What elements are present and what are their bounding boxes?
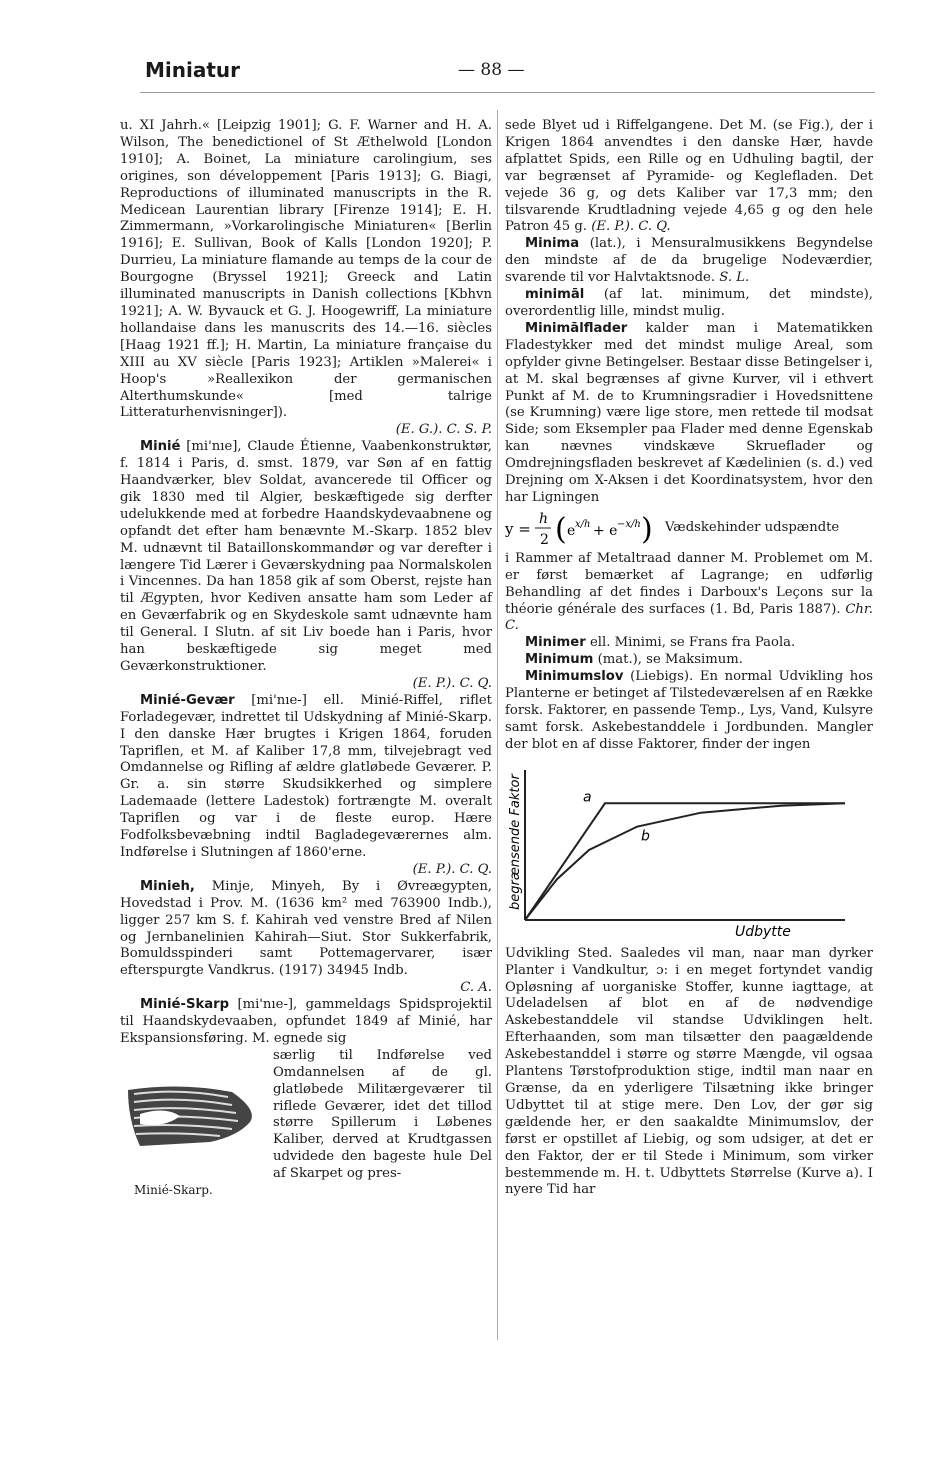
entry-minie-gevaer [120,693,492,862]
svg-text:−x/h: −x/h [617,518,641,530]
headword: Minima [525,236,580,252]
svg-text:e: e [567,522,576,539]
entry-text: [mi'nıe], Claude Étienne, Vaabenkonstruktør, f. 1814 i Paris, d. smst. 1879, var Søn af en fattig Haandværker, blev Soldat, avancerede til Officer og gik 1830 med til Algier, beskæftigede sig derfter udelukkende med at forbedre Haandskydevaabnene og opfandt det efter ham benævnte M.-Skarp. 1852 blev M. udnævnt til Bataillonskommandør og var derefter i længere Tid Lærer i Geværskydning paa Normalskolen i Vincennes. Da han 1858 gik af som Oberst, rejste han til Ægypten, hvor Kediven ansatte ham som Leder af en Geværfabrik og en Skydeskole samt udnævnte ham til General. I Slutn. af sit Liv boede han i Paris, hvor han beskæftigede sig meget med Geværkonstruktioner. [120,439,492,674]
svg-text:+ e: + e [593,522,618,539]
entry-text: i Rammer af Metaltraad danner M. Problemet om M. er først bemærket af Lagrange; en udførlig Behandling af det findes i Darboux's Leçons sur la théorie générale des surfaces (1. Bd, Paris 1887). [505,550,873,617]
headword: Minimumslov [525,669,624,685]
entry-minie [120,439,492,676]
entry-text: (Liebigs). En normal Udvikling hos Planterne er betinget af Tilstedeværelsen af en Række forsk. Faktorer, en passende Temp., Lys, Vand, Kulsyre samt forsk. Askebestanddele i Jordbunden. Mangler der blot en af disse Faktorer, finder der ingen [505,669,873,752]
running-head-title: Miniatur [145,58,241,82]
entry-text: (af lat. minimum, det mindste), overordentlig lille, mindst mulig. [505,287,873,319]
entry-text: kalder man i Matematikken Fladestykker med det mindst mulige Areal, som opfylder givne Betingelser. Bestaar disse Betingelser i, at M. skal begrænses af givne Kurver, vil i ethvert Punkt af M. de to Krumningsradier i Hovedsnittene (se Krumning) være lige store, men rettede til modsat Side; som Eksempler paa Flader med denne Egenskab kan nævnes vindskæve Skrueflader og Omdrejningsfladen beskrevet af Kædelinien (s. d.) ved Drejning om X-Aksen i det Koordinatsystem, hvor den har Ligningen [505,320,873,505]
bibliography-continuation: u. XI Jahrh.« [Leipzig 1901]; G. F. Warner and H. A. Wilson, The benedictionel of St Æthelwold [London 1910]; A. Boinet, La miniature carolingium, ses origines, son développement [Paris 1913]; G. Biagi, Reproductions of illuminated manuscripts in the R. Medicean Laurentian library [Firenze 1914]; E. H. Zimmermann, »Vorkarolingische Miniaturen« [Berlin 1916]; E. Sullivan, Book of Kalls [London 1920]; P. Durrieu, La miniature flamande au temps de la cour de Bourgogne (Bryssel 1921]; Greeck and Latin illuminated manuscripts in Danish collections [Kbhvn 1921]; A. W. Byvauck et G. J. Hoogewriff, La miniature hollandaise dans les manuscrits des 14.—16. siècles [Haag 1921 ff.]; H. Martin, La miniature française du XIII au XV siècle [Paris 1923]; Artiklen »Malerei« i Hoop's »Reallexikon der germanischen Alterthumskunde« [med talrige Litteraturhenvisninger]). [120,118,492,421]
left-column [120,118,492,1200]
entry-text: (mat.), se Maksimum. [597,652,743,668]
entry-minie-skarp [120,997,492,1048]
headword: minimāl [525,287,585,303]
signature: (E. P.). C. Q. [412,675,492,691]
headword: Minié [140,439,181,455]
entry-text-wrap: særlig til Indførelse ved Omdannelsen af de gl. glatløbede Militærgeværer til riflede Geværer, idet det tillod større Spillerum i Løbenes Kaliber, derved at Krudtgassen udvidede den bageste hule Del af Skarpet og pres- [273,1047,492,1182]
entry-minima [505,236,873,287]
svg-text:2: 2 [540,531,549,548]
svg-text:x/h: x/h [575,518,591,530]
entry-minimalflader [505,321,873,507]
headword: Minimer [525,635,586,651]
signature: (E. G.). C. S. P. [395,422,492,438]
header-rule [140,92,875,93]
entry-text-first: [mi'nıe-], gammeldags Spidsprojektil til Haandskydevaaben, opfundet 1849 af Minié, har Ekspansionsføring. M. egnede sig [120,997,492,1046]
series-line-a [525,803,845,920]
series-label-a: a [583,789,592,806]
bullet-figure [120,1050,265,1200]
entry-minimumslov [505,669,873,754]
formula-graphic [505,509,655,549]
headword: Minié-Skarp [140,997,230,1013]
entry-minieh [120,879,492,980]
svg-text:h: h [539,510,549,527]
svg-text:y =: y = [505,519,531,538]
chart-svg [505,760,873,940]
svg-text:): ) [641,511,653,547]
signature: (E. P.). C. Q. [412,861,492,877]
headword: Minimum [525,652,594,668]
minimalflader-continued [505,551,873,636]
signature: Chr. C. [505,601,873,634]
headword: Minié-Gevær [140,692,235,708]
minimumslov-continued: Udvikling Sted. Saaledes vil man, naar man dyrker Planter i Vandkultur, ɔ: i en meget fortyndet vandig Opløsning af uorganiske Stoffer, kunne iagttage, at Udeladelsen af blot en af de nødvendige Askebestanddele vil standse Udviklingen helt. Efterhaanden, som man tilsætter den paagældende Askebestanddel i større og større Mængde, vil ogsaa Plantens Tørstofproduktion stige, indtil man naar en Grænse, da en yderligere Tilsætning ikke bringer Udbyttet til at stige mere. Den Lov, der gør sig gældende her, er den saakaldte Minimumslov, der først er opstillet af Liebig, og som udsiger, at det er den Faktor, der er til Stede i Minimum, som virker bestemmende m. H. t. Udbyttets Størrelse (Kurve a). I nyere Tid har [505,945,873,1198]
series-label-b: b [641,828,650,845]
formula-tail: Vædskehinder udspændte [665,520,840,536]
series-line-b [525,803,845,920]
entry-minimum [505,652,873,669]
skarp-continuation [505,118,873,236]
figure-caption: Minié-Skarp. [134,1182,213,1197]
entry-text: ell. Minimi, se Frans fra Paola. [589,635,796,651]
minimum-law-chart [505,760,873,940]
headword: Minimālflader [525,320,628,336]
x-axis-label: Udbytte [735,923,791,940]
signature: (E. P.). C. Q. [591,219,671,235]
entry-text: (lat.), i Mensuralmusikkens Begyndelse den mindste af de da brugelige Nodeværdier, svarende til vor Halvtaktsnode. [505,236,873,286]
entry-minimer [505,635,873,652]
entry-text: sede Blyet ud i Riffelgangene. Det M. (se Fig.), der i Krigen 1864 anvendtes i den danske Hær, havde afplattet Spids, een Rille og en Udhuling bagtil, der var begrænset af Pyramide- og Keglefladen. Det vejede 36 g, og dets Kaliber var 17,3 mm; den tilsvarende Krudtladning vejede 4,65 g og den hele Patron 45 g. [505,118,873,235]
svg-text:(: ( [555,511,567,547]
catenary-formula [505,509,873,549]
headword: Minieh, [140,878,195,894]
entry-text: Minje, Minyeh, By i Øvreægypten, Hovedstad i Prov. M. (1636 km² med 763900 Indb.), ligger 257 km S. f. Kahirah ved venstre Bred af Nilen og Jernbanelinien Kahirah—Siut. Stor Sukkerfabrik, Bomuldsspinderi samt Pottemagervarer, især efterspurgte Vandkrus. (1917) 34945 Indb. [120,878,493,979]
y-axis-label: begrænsende Faktor [508,773,523,910]
column-divider [497,110,498,1340]
entry-text: [mi'nıe-] ell. Minié-Riffel, riflet Forladegevær, indrettet til Udskydning af Minié-Skarp. I den danske Hær brugtes i Krigen 1864, foruden Tapriflen, et M. af Kaliber 17,8 mm, tilvejebragt ved Omdannelse og Rifling af ældre glatløbede Geværer. P. Gr. a. sin større Skudsikkerhed og simplere Lademaade (lettere Ladestok) fortrængte M. overalt Tapriflen og var i de fleste europ. Hære Fodfolksbevæbning indtil Bagladegeværernes alm. Indførelse i Slutningen af 1860'erne. [120,692,492,860]
entry-minimal [505,287,873,321]
page-number: — 88 — [458,60,525,80]
signature: S. L. [719,270,750,286]
minie-bullet-illustration [120,1050,265,1180]
signature: C. A. [460,980,492,996]
right-column [505,118,873,1199]
